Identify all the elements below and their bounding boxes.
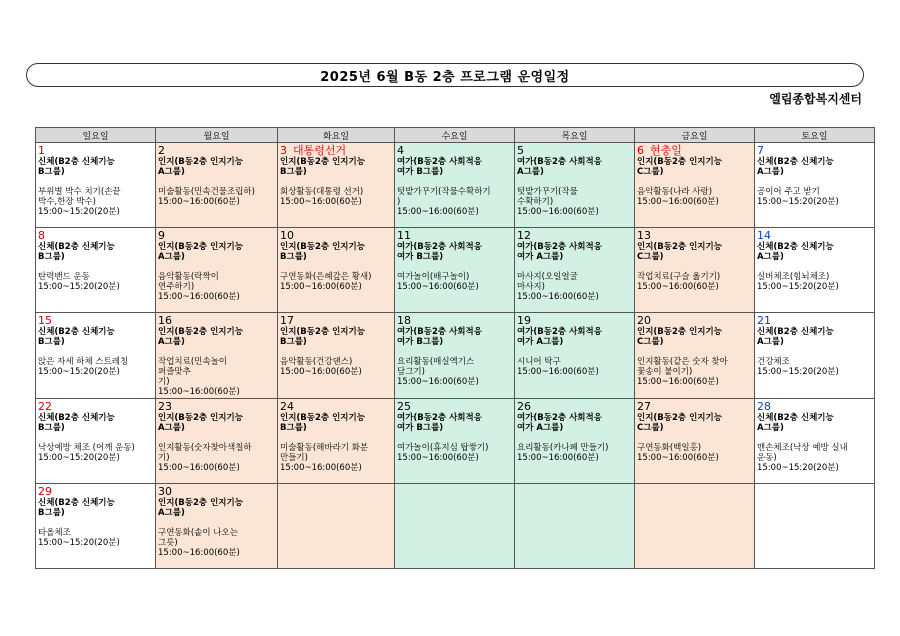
day-header	[637, 229, 752, 242]
day-header	[158, 144, 275, 157]
activity-name: 구연동화(백일홍)	[637, 443, 702, 453]
day-header	[38, 485, 153, 498]
program-name: 인지(B동2층 인지기능 C그룹)	[637, 327, 722, 347]
activity-time: 15:00~16:00(60분)	[397, 207, 479, 217]
activity-time: 15:00~16:00(60분)	[637, 453, 719, 463]
activity-time: 15:00~16:00(60분)	[158, 387, 240, 397]
day-cell	[395, 143, 515, 228]
day-header	[280, 314, 392, 327]
day-header	[397, 314, 512, 327]
schedule-calendar	[35, 127, 875, 569]
day-header	[38, 314, 153, 327]
week-row	[36, 313, 875, 399]
day-number: 2	[158, 144, 165, 157]
day-number: 24	[280, 400, 294, 413]
activity-name: 미술활동(해바라기 화분 만들기)	[280, 443, 369, 463]
day-cell	[36, 228, 156, 313]
program-name: 인지(B동2층 인지기능 A그룹)	[158, 498, 243, 518]
day-cell	[278, 399, 395, 484]
program-name: 신체(B2층 신체기능 B그룹)	[38, 157, 115, 177]
activity-name: 텃밭가꾸기(작물수확하기 )	[397, 187, 491, 207]
day-cell	[278, 143, 395, 228]
day-cell	[395, 313, 515, 399]
activity-name: 텃밭가꾸기(작물 수확하기)	[517, 187, 578, 207]
activity-name: 작업치료(구슬 옮기기)	[637, 272, 721, 282]
day-header	[757, 144, 872, 157]
weekday-friday: 금요일	[635, 128, 755, 143]
activity-time: 15:00~16:00(60분)	[280, 367, 362, 377]
day-number: 22	[38, 400, 52, 413]
day-cell	[156, 313, 278, 399]
day-number: 13	[637, 229, 651, 242]
program-name: 인지(B동2층 인지기능 C그룹)	[637, 242, 722, 262]
activity-name: 앉은 자세 하체 스트레칭	[38, 357, 129, 367]
day-number: 25	[397, 400, 411, 413]
activity-name: 낙상예방 체조 (어깨 운동)	[38, 443, 135, 453]
weekday-header-row	[36, 128, 875, 143]
activity-name: 탄력밴드 운동	[38, 272, 90, 282]
program-name: 인지(B동2층 인지기능 A그룹)	[158, 327, 243, 347]
program-name: 신체(B2층 신체기능 B그룹)	[38, 413, 115, 433]
program-name: 신체(B2층 신체기능 B그룹)	[38, 498, 115, 518]
activity-time: 15:00~15:20(20분)	[757, 463, 839, 473]
day-number: 8	[38, 229, 45, 242]
activity-name: 요리활동(매실엑기스 담그기)	[397, 357, 475, 377]
activity-time: 15:00~16:00(60분)	[158, 463, 240, 473]
activity-time: 15:00~16:00(60분)	[397, 377, 479, 387]
activity-name: 인지활동(같은 숫자 찾아 꽃송이 붙이기)	[637, 357, 728, 377]
activity-name: 부위별 박수 치기(손끝 박수,한장 박수)	[38, 187, 121, 207]
day-header	[38, 229, 153, 242]
activity-time: 15:00~15:20(20분)	[757, 282, 839, 292]
weekday-saturday: 토요일	[755, 128, 875, 143]
day-header	[158, 229, 275, 242]
activity-name: 음악활동(건강댄스)	[280, 357, 353, 367]
day-cell	[635, 228, 755, 313]
day-cell	[755, 399, 875, 484]
day-header	[517, 229, 632, 242]
day-number: 15	[38, 314, 52, 327]
day-cell	[156, 399, 278, 484]
day-cell	[278, 228, 395, 313]
activity-time: 15:00~16:00(60분)	[158, 548, 240, 558]
day-header	[280, 229, 392, 242]
day-header	[637, 144, 752, 157]
day-cell	[156, 143, 278, 228]
activity-time: 15:00~16:00(60분)	[280, 463, 362, 473]
day-cell	[36, 484, 156, 569]
day-number: 10	[280, 229, 294, 242]
weekday-sunday: 일요일	[36, 128, 156, 143]
program-name: 인지(B동2층 인지기능 B그룹)	[280, 242, 365, 262]
day-cell	[635, 399, 755, 484]
activity-name: 요리활동(카나페 만들기)	[517, 443, 609, 453]
holiday-label: 현충일	[650, 144, 682, 157]
program-name: 여가(B동2층 사회적응 여가 B그룹)	[397, 413, 482, 433]
week-row	[36, 228, 875, 313]
activity-time: 15:00~15:20(20분)	[38, 538, 120, 548]
program-name: 여가(B동2층 사회적응 여가 B그룹)	[397, 242, 482, 262]
activity-time: 15:00~16:00(60분)	[517, 367, 599, 377]
program-name: 여가(B동2층 사회적응 여가 A그룹)	[517, 413, 602, 433]
day-header	[397, 229, 512, 242]
activity-time: 15:00~16:00(60분)	[280, 197, 362, 207]
day-cell	[278, 484, 395, 569]
day-header	[517, 144, 632, 157]
day-cell	[395, 484, 515, 569]
day-number: 4	[397, 144, 404, 157]
day-number: 28	[757, 400, 771, 413]
program-name: 여가(B동2층 사회적응 A그룹)	[517, 157, 602, 177]
day-number: 21	[757, 314, 771, 327]
activity-name: 맨손체조(낙상 예방 실내 운동)	[757, 443, 848, 463]
activity-time: 15:00~15:20(20분)	[757, 367, 839, 377]
day-cell	[755, 313, 875, 399]
day-cell	[755, 143, 875, 228]
day-cell	[635, 313, 755, 399]
day-cell	[36, 313, 156, 399]
activity-time: 15:00~16:00(60분)	[517, 207, 599, 217]
program-name: 인지(B동2층 인지기능 A그룹)	[158, 413, 243, 433]
program-name: 인지(B동2층 인지기능 C그룹)	[637, 157, 722, 177]
activity-time: 15:00~15:20(20분)	[38, 367, 120, 377]
day-cell	[36, 399, 156, 484]
day-number: 17	[280, 314, 294, 327]
day-number: 26	[517, 400, 531, 413]
day-cell	[515, 143, 635, 228]
activity-time: 15:00~16:00(60분)	[397, 282, 479, 292]
activity-time: 15:00~16:00(60분)	[397, 453, 479, 463]
day-cell	[755, 484, 875, 569]
activity-time: 15:00~15:20(20분)	[38, 282, 120, 292]
day-number: 29	[38, 485, 52, 498]
day-number: 14	[757, 229, 771, 242]
day-number: 7	[757, 144, 764, 157]
day-cell	[515, 228, 635, 313]
day-cell	[278, 313, 395, 399]
program-name: 신체(B2층 신체기능 A그룹)	[757, 242, 834, 262]
program-name: 여가(B동2층 사회적응 여가 A그룹)	[517, 242, 602, 262]
day-number: 6	[637, 144, 644, 157]
day-number: 3	[280, 144, 287, 157]
day-cell	[515, 313, 635, 399]
program-name: 신체(B2층 신체기능 B그룹)	[38, 242, 115, 262]
program-name: 인지(B동2층 인지기능 A그룹)	[158, 157, 243, 177]
day-header	[757, 314, 872, 327]
day-cell	[515, 484, 635, 569]
day-header	[38, 144, 153, 157]
organization-name: 엘림종합복지센터	[769, 92, 862, 106]
activity-time: 15:00~16:00(60분)	[158, 197, 240, 207]
day-cell	[635, 143, 755, 228]
day-cell	[755, 228, 875, 313]
day-header	[158, 485, 275, 498]
day-cell	[156, 228, 278, 313]
day-number: 30	[158, 485, 172, 498]
activity-time: 15:00~15:20(20분)	[38, 453, 120, 463]
day-header	[280, 144, 392, 157]
activity-time: 15:00~16:00(60분)	[637, 197, 719, 207]
activity-name: 시니어 탁구	[517, 357, 561, 367]
weekday-tuesday: 화요일	[278, 128, 395, 143]
day-cell	[635, 484, 755, 569]
activity-time: 15:00~16:00(60분)	[637, 377, 719, 387]
activity-time: 15:00~15:20(20분)	[757, 197, 839, 207]
program-name: 인지(B동2층 인지기능 B그룹)	[280, 327, 365, 347]
week-row	[36, 143, 875, 228]
day-header	[397, 144, 512, 157]
day-cell	[395, 399, 515, 484]
program-name: 인지(B동2층 인지기능 A그룹)	[158, 242, 243, 262]
activity-time: 15:00~16:00(60분)	[637, 282, 719, 292]
program-name: 신체(B2층 신체기능 B그룹)	[38, 327, 115, 347]
day-number: 19	[517, 314, 531, 327]
program-name: 신체(B2층 신체기능 A그룹)	[757, 327, 834, 347]
activity-name: 음악활동(나라 사랑)	[637, 187, 713, 197]
activity-name: 구연동화(솥이 나오는 그릇)	[158, 528, 238, 548]
day-header	[158, 314, 275, 327]
day-number: 1	[38, 144, 45, 157]
day-number: 20	[637, 314, 651, 327]
day-header	[757, 229, 872, 242]
day-header	[517, 400, 632, 413]
program-name: 인지(B동2층 인지기능 B그룹)	[280, 413, 365, 433]
day-number: 11	[397, 229, 411, 242]
day-cell	[515, 399, 635, 484]
week-row	[36, 399, 875, 484]
activity-time: 15:00~16:00(60분)	[517, 453, 599, 463]
program-name: 인지(B동2층 인지기능 B그룹)	[280, 157, 365, 177]
program-name: 여가(B동2층 사회적응 여가 B그룹)	[397, 157, 482, 177]
day-number: 18	[397, 314, 411, 327]
activity-time: 15:00~16:00(60분)	[280, 282, 362, 292]
activity-name: 타올체조	[38, 528, 71, 538]
program-name: 여가(B동2층 사회적응 여가 A그룹)	[517, 327, 602, 347]
day-header	[397, 400, 512, 413]
program-name: 인지(B동2층 인지기능 C그룹)	[637, 413, 722, 433]
activity-name: 인지활동(숫자찾아색칠하 기)	[158, 443, 252, 463]
day-header	[517, 314, 632, 327]
activity-name: 구연동화(은혜갚은 황새)	[280, 272, 372, 282]
day-header	[637, 400, 752, 413]
day-number: 5	[517, 144, 524, 157]
day-cell	[395, 228, 515, 313]
weekday-wednesday: 수요일	[395, 128, 515, 143]
activity-time: 15:00~15:20(20분)	[38, 207, 120, 217]
day-number: 16	[158, 314, 172, 327]
activity-time: 15:00~16:00(60분)	[517, 292, 599, 302]
activity-name: 건강체조	[757, 357, 790, 367]
day-number: 23	[158, 400, 172, 413]
activity-name: 미술활동(민속건물조립하)	[158, 187, 255, 197]
activity-name: 공이어 주고 받기	[757, 187, 820, 197]
day-header	[757, 400, 872, 413]
day-header	[38, 400, 153, 413]
day-cell	[36, 143, 156, 228]
program-name: 신체(B2층 신체기능 A그룹)	[757, 157, 834, 177]
day-number: 12	[517, 229, 531, 242]
activity-name: 작업치료(민속놀이 퍼즐맞추 기)	[158, 357, 228, 387]
activity-name: 여가놀이(배구놀이)	[397, 272, 470, 282]
activity-time: 15:00~16:00(60분)	[158, 292, 240, 302]
day-cell	[156, 484, 278, 569]
holiday-label: 대통령선거	[293, 144, 347, 157]
day-header	[158, 400, 275, 413]
day-header	[280, 400, 392, 413]
weekday-thursday: 목요일	[515, 128, 635, 143]
activity-name: 음악활동(락짝이 연주하기)	[158, 272, 219, 292]
day-header	[637, 314, 752, 327]
activity-name: 회상활동(대통령 선거)	[280, 187, 364, 197]
activity-name: 마사지(오일얼굴 마사지)	[517, 272, 578, 292]
activity-name: 여가놀이(휴지심 탑쌓기)	[397, 443, 489, 453]
program-name: 여가(B동2층 사회적응 여가 B그룹)	[397, 327, 482, 347]
week-row	[36, 484, 875, 569]
activity-name: 실버체조(힘뇌체조)	[757, 272, 830, 282]
weekday-monday: 월요일	[156, 128, 278, 143]
day-number: 9	[158, 229, 165, 242]
day-number: 27	[637, 400, 651, 413]
page-title: 2025년 6월 B동 2층 프로그램 운영일정	[26, 63, 864, 87]
program-name: 신체(B2층 신체기능 A그룹)	[757, 413, 834, 433]
